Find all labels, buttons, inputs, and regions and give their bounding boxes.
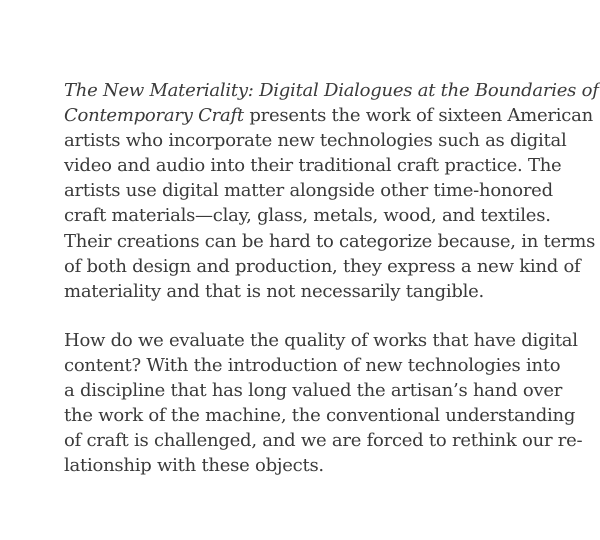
paragraph-spacer <box>64 304 594 328</box>
text-run: presents the work of sixteen American <box>243 105 593 127</box>
text-line: artists who incorporate new technologies such as digital <box>64 130 567 152</box>
text-line: of both design and production, they express a new kind of <box>64 255 581 277</box>
exhibition-title-continued: Contemporary Craft <box>64 105 244 127</box>
text-line <box>64 78 599 103</box>
text-line: the work of the machine, the conventional understanding <box>64 405 576 427</box>
text-line: content? With the introduction of new technologies into <box>64 354 561 376</box>
text-line <box>64 103 594 128</box>
text-line: artists use digital matter alongside other time-honored <box>64 180 553 202</box>
paragraph-intro <box>64 78 599 304</box>
text-line: video and audio into their traditional craft practice. The <box>64 155 562 177</box>
body-text <box>64 78 599 478</box>
text-line: materiality and that is not necessarily tangible. <box>64 280 485 302</box>
text-line: lationship with these objects. <box>64 455 324 477</box>
paragraph-question <box>64 328 594 479</box>
text-line: a discipline that has long valued the artisan’s hand over <box>64 380 563 402</box>
text-line: How do we evaluate the quality of works that have digital <box>64 329 578 351</box>
exhibition-title: The New Materiality: Digital Dialogues at the Boundaries of <box>64 80 599 101</box>
text-line: craft materials—clay, glass, metals, wood, and textiles. <box>64 205 551 227</box>
text-line: Their creations can be hard to categorize because, in terms <box>64 230 596 252</box>
text-line: of craft is challenged, and we are forced to rethink our re- <box>64 430 583 452</box>
